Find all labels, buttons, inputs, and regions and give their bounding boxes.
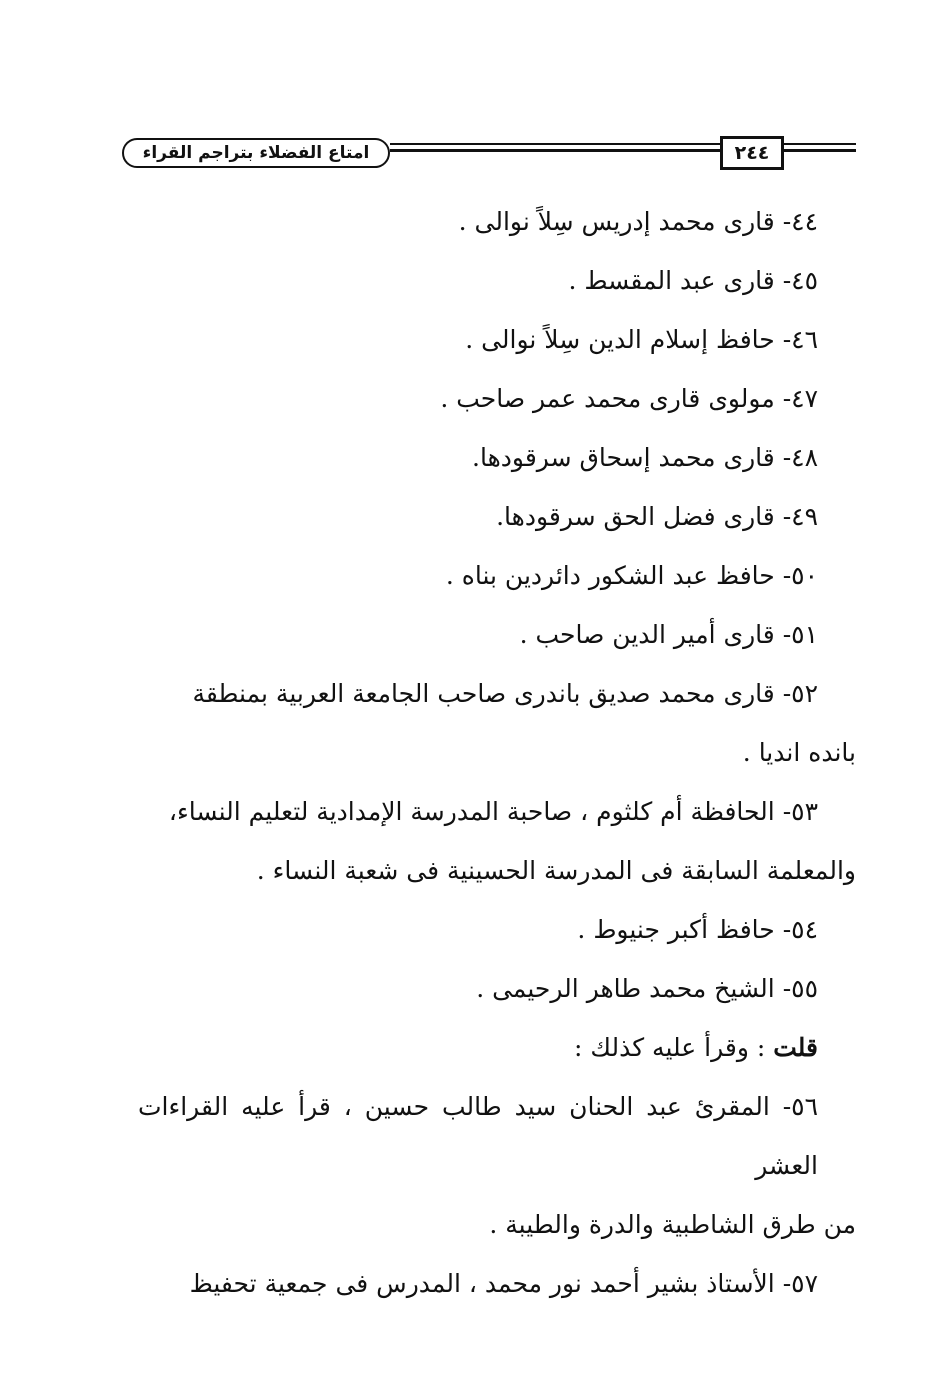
entry-continuation: والمعلمة السابقة فى المدرسة الحسينية فى شعبة النساء . — [256, 856, 856, 885]
entry-number: ٥٦ — [791, 1092, 818, 1121]
entry-number: ٤٦ — [791, 325, 818, 354]
list-item — [138, 369, 856, 428]
entry-dash: - — [782, 207, 792, 236]
page-content — [138, 192, 856, 1313]
list-item — [138, 251, 856, 310]
entry-dash: - — [782, 1092, 792, 1121]
entry-number: ٤٤ — [791, 207, 818, 236]
entry-continuation: بانده انديا . — [742, 738, 856, 767]
entry-text: الشيخ محمد طاهر الرحيمى . — [476, 974, 775, 1003]
entry-text: قارى فضل الحق سرقودها. — [496, 502, 775, 531]
entry-dash: - — [782, 1269, 792, 1298]
list-item — [138, 487, 856, 546]
list-item — [138, 1254, 856, 1313]
entry-dash: - — [782, 620, 792, 649]
entry-number: ٥٥ — [791, 974, 818, 1003]
entry-number: ٥٣ — [791, 797, 818, 826]
entry-number: ٥١ — [791, 620, 818, 649]
qult-word: قلت — [773, 1033, 818, 1062]
entry-text: الأستاذ بشير أحمد نور محمد ، المدرس فى جمعية تحفيظ — [189, 1269, 775, 1298]
list-item — [138, 959, 856, 1018]
entry-dash: - — [782, 325, 792, 354]
list-item — [138, 546, 856, 605]
entry-dash: - — [782, 502, 792, 531]
entry-number: ٤٩ — [791, 502, 818, 531]
entry-dash: - — [782, 679, 792, 708]
list-item — [138, 192, 856, 251]
list-item — [138, 310, 856, 369]
entry-number: ٥٢ — [791, 679, 818, 708]
qult-line — [138, 1018, 856, 1077]
list-item — [138, 428, 856, 487]
entry-text: قارى أمير الدين صاحب . — [519, 620, 775, 649]
entry-continuation: من طرق الشاطبية والدرة والطيبة . — [489, 1210, 856, 1239]
list-item — [138, 1077, 856, 1254]
entry-number: ٤٨ — [791, 443, 818, 472]
entry-text: قارى محمد إسحاق سرقودها. — [472, 443, 775, 472]
entry-dash: - — [782, 266, 792, 295]
page-number: ٢٤٤ — [720, 136, 784, 170]
header-rule-right — [784, 143, 856, 145]
list-item — [138, 900, 856, 959]
entry-number: ٤٥ — [791, 266, 818, 295]
entry-text: قارى محمد صديق باندرى صاحب الجامعة العربية بمنطقة — [192, 679, 775, 708]
list-item — [138, 664, 856, 782]
entry-text: حافظ أكبر جنيوط . — [577, 915, 775, 944]
list-item — [138, 605, 856, 664]
entry-text: قارى محمد إدريس سِلاً نوالى . — [458, 207, 775, 236]
entry-number: ٥٤ — [791, 915, 818, 944]
header-rule-left-lower — [390, 149, 720, 152]
entry-text: حافظ إسلام الدين سِلاً نوالى . — [465, 325, 775, 354]
entry-dash: - — [782, 384, 792, 413]
page-header — [122, 130, 856, 176]
entry-dash: - — [782, 915, 792, 944]
header-rule-right-lower — [784, 149, 856, 152]
entry-number: ٥٠ — [791, 561, 818, 590]
entry-text: الحافظة أم كلثوم ، صاحبة المدرسة الإمدادية لتعليم النساء، — [168, 797, 775, 826]
list-item — [138, 782, 856, 900]
qult-text: : وقرأ عليه كذلك : — [574, 1033, 766, 1062]
entry-dash: - — [782, 797, 792, 826]
entry-text: حافظ عبد الشكور دائردين بناه . — [445, 561, 775, 590]
book-title: امتاع الفضلاء بتراجم القراء — [122, 138, 390, 168]
entry-dash: - — [782, 443, 792, 472]
entry-text: مولوى قارى محمد عمر صاحب . — [440, 384, 775, 413]
entry-dash: - — [782, 974, 792, 1003]
entry-dash: - — [782, 561, 792, 590]
header-rule-left — [390, 143, 720, 145]
entry-text: قارى عبد المقسط . — [568, 266, 775, 295]
entry-text: المقرئ عبد الحنان سيد طالب حسين ، قرأ عليه القراءات العشر — [138, 1092, 818, 1180]
entry-number: ٥٧ — [791, 1269, 818, 1298]
entry-number: ٤٧ — [791, 384, 818, 413]
